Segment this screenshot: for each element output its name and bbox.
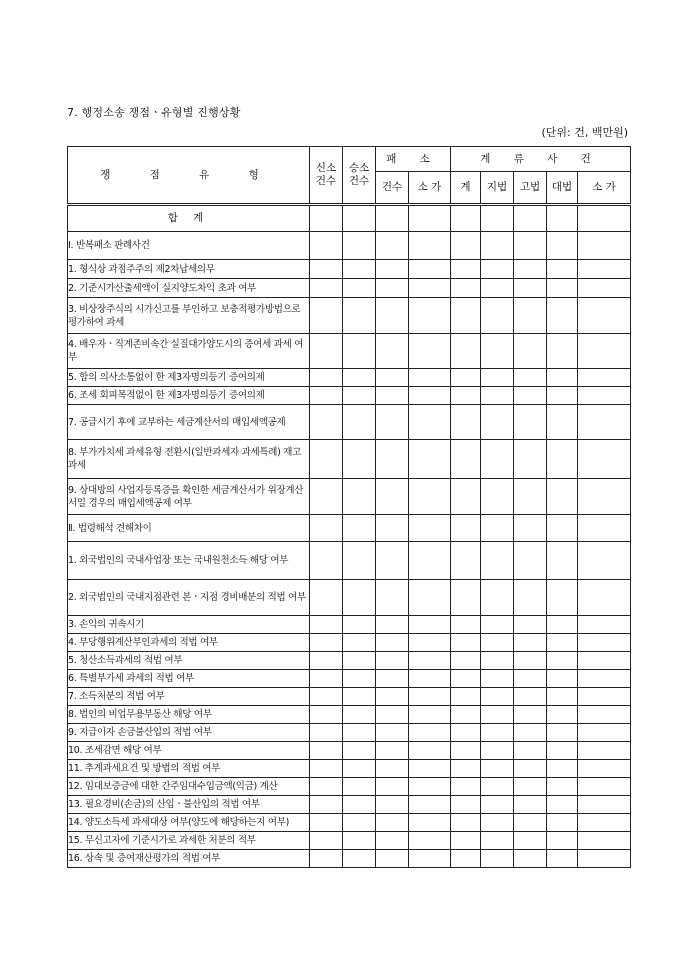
- table-row: 3. 손익의 귀속시기: [68, 616, 310, 634]
- table-row: 12. 임대보증금에 대한 간주임대수입금액(익금) 계산: [68, 778, 310, 796]
- table-row: 3. 비상장주식의 시가신고를 부인하고 보충적평가방법으로 평가하여 과세: [68, 298, 310, 334]
- header-pending-district: 지법: [481, 172, 514, 205]
- table-row: 9. 상대방의 사업자등록증을 확인한 세금계산서가 위장계산서일 경우의 매입세액공제 여부: [68, 479, 310, 515]
- table-row: 7. 소득처분의 적법 여부: [68, 688, 310, 706]
- table-row: 6. 특별부가세 과세의 적법 여부: [68, 670, 310, 688]
- table-row: 15. 무신고자에 기준시가로 과세한 처분의 적부: [68, 832, 310, 850]
- table-row: 4. 배우자ㆍ직계존비속간 실질대가양도시의 증여세 과세 여부: [68, 334, 310, 369]
- table-row: 13. 필요경비(손금)의 산입ㆍ불산입의 적법 여부: [68, 796, 310, 814]
- total-row-label: 합 계: [68, 205, 310, 232]
- table-row: 1. 형식상 과점주주의 제2차납세의무: [68, 260, 310, 279]
- unit-note: (단위: 건, 백만원): [541, 126, 628, 139]
- header-report-count: 신소 건수: [310, 147, 343, 205]
- table-row: 10. 조세감면 해당 여부: [68, 742, 310, 760]
- table-row: 11. 추계과세요건 및 방법의 적법 여부: [68, 760, 310, 778]
- header-pending-supreme: 대법: [547, 172, 578, 205]
- header-lose-count: 건수: [376, 172, 409, 205]
- header-pending-group: 계 류 사 건: [451, 147, 631, 172]
- table-row: Ⅰ. 반복패소 판례사건: [68, 232, 310, 260]
- table-row: 1. 외국법인의 국내사업장 또는 국내원천소득 해당 여부: [68, 542, 310, 580]
- table-row: 9. 지급이자 손금불산입의 적법 여부: [68, 724, 310, 742]
- header-pending-high: 고법: [514, 172, 547, 205]
- header-lose-group: 패 소: [376, 147, 451, 172]
- table-row: 5. 청산소득과세의 적법 여부: [68, 652, 310, 670]
- table-row: 8. 부가가치세 과세유형 전환시(일반과세자 과세특례) 재고과세: [68, 440, 310, 479]
- table-row: 4. 부당행위계산부인과세의 적법 여부: [68, 634, 310, 652]
- section-title: 7. 행정소송 쟁점ㆍ유형별 진행상황: [67, 106, 241, 119]
- table-row: 6. 조세 회피목적없이 한 제3자명의등기 증여의제: [68, 387, 310, 405]
- table-row: 7. 공급시기 후에 교부하는 세금계산서의 매입세액공제: [68, 405, 310, 440]
- table-row: 2. 외국법인의 국내지점관련 본ㆍ지점 경비배분의 적법 여부: [68, 580, 310, 616]
- table-row: 5. 합의 의사소통없이 한 제3자명의등기 증여의제: [68, 369, 310, 387]
- header-pending-value: 소 가: [578, 172, 631, 205]
- table-row: 8. 법인의 비업무용부동산 해당 여부: [68, 706, 310, 724]
- table-row: 14. 양도소득세 과세대상 여부(양도에 해당하는지 여부): [68, 814, 310, 832]
- table-row: 16. 상속 및 증여재산평가의 적법 여부: [68, 850, 310, 868]
- litigation-status-table: [67, 146, 631, 868]
- header-issue-type: 쟁 점 유 형: [68, 147, 310, 205]
- table-row: 2. 기준시가산출세액이 실지양도차익 초과 여부: [68, 279, 310, 298]
- header-win-count: 승소 건수: [343, 147, 376, 205]
- header-pending-total: 계: [451, 172, 481, 205]
- table-row: Ⅱ. 법령해석 견해차이: [68, 515, 310, 542]
- header-lose-value: 소 가: [409, 172, 451, 205]
